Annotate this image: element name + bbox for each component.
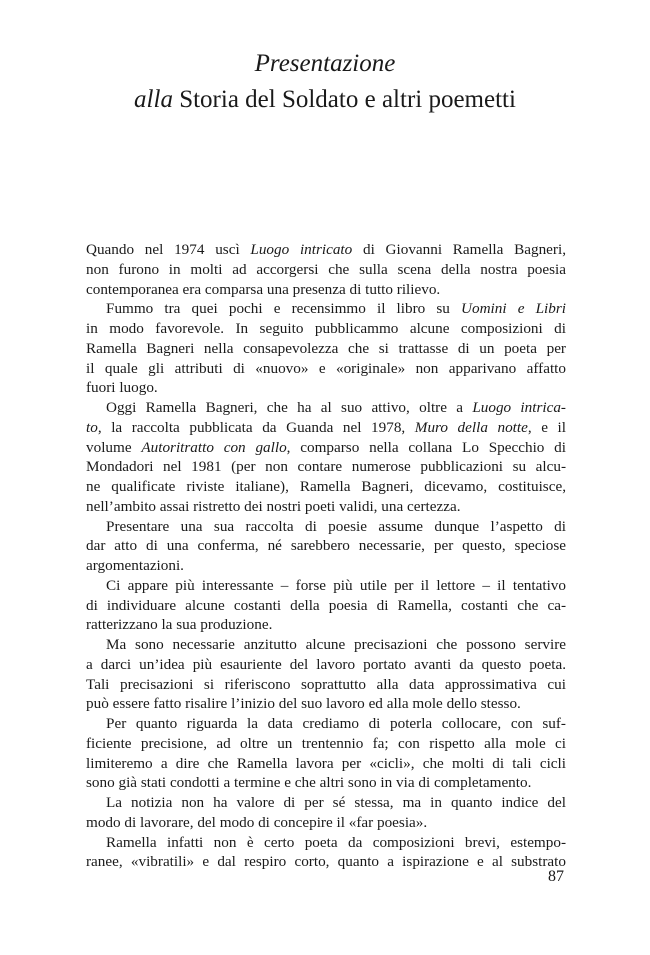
italic-text: Luogo intricato <box>250 241 353 258</box>
text-run: Ramella Bagneri nella consapevolezza che si trattasse di un poeta per <box>86 339 566 357</box>
paragraph <box>86 240 566 299</box>
text-run: , la raccolta pubblicata da Guanda nel 1978, <box>97 418 415 436</box>
text-run: La notizia non ha valore di per sé stessa, ma in quanto indice del <box>106 794 566 811</box>
text-line <box>86 536 566 556</box>
text-line <box>86 773 566 793</box>
text-line <box>86 418 566 438</box>
paragraph <box>86 576 566 635</box>
text-line <box>86 457 566 477</box>
text-line <box>86 299 566 319</box>
title-italic-word: alla <box>134 86 173 113</box>
text-run: Presentare una sua raccolta di poesie assume dunque l’aspetto di <box>106 517 566 535</box>
text-line <box>86 596 566 616</box>
text-line <box>86 280 566 300</box>
text-line <box>86 576 566 596</box>
text-run: ranee, «vibratili» e dal respiro corto, quanto a ispirazione e al substrato <box>86 853 566 871</box>
text-line <box>86 793 566 813</box>
text-run: Ma sono necessarie anzitutto alcune precisazioni che possono servire <box>106 636 566 653</box>
italic-text: Luogo intrica- <box>472 399 566 416</box>
text-line <box>86 734 566 754</box>
text-line <box>86 477 566 497</box>
text-run: sono già stati condotti a termine e che altri sono in via di completamento. <box>86 774 532 792</box>
text-run: Ci appare più interessante – forse più utile per il lettore – il tentativo <box>106 576 566 594</box>
text-run: non furono in molti ad accorgersi che sulla scena della nostra poesia <box>86 260 566 278</box>
text-run: , e il <box>527 418 567 436</box>
paragraph <box>86 299 566 398</box>
paragraph <box>86 398 566 517</box>
text-line <box>86 339 566 359</box>
italic-text: to <box>86 418 98 436</box>
text-run: di Giovanni Ramella Bagneri, <box>352 241 566 258</box>
text-run: limiteremo a dire che Ramella lavora per «cicli», che molti di tali cicli <box>86 754 566 772</box>
text-line <box>86 675 566 695</box>
text-line <box>86 319 566 339</box>
text-line <box>86 635 566 655</box>
chapter-title <box>0 48 650 116</box>
paragraph <box>86 793 566 833</box>
text-line <box>86 655 566 675</box>
paragraph <box>86 833 566 873</box>
text-run: Quando nel 1974 uscì <box>86 241 251 258</box>
text-run: a darci un’idea più esauriente del lavoro portato avanti da questo poeta. <box>86 655 566 673</box>
text-line <box>86 240 566 260</box>
text-line <box>86 438 566 458</box>
page-number: 87 <box>548 868 564 885</box>
text-run: argomentazioni. <box>86 557 184 574</box>
title-line-1: Presentazione <box>254 50 396 77</box>
text-run: Tali precisazioni si riferiscono soprattutto alla data approssimativa cui <box>86 675 566 693</box>
italic-text: Uomini e Libri <box>461 300 566 318</box>
text-line <box>86 359 566 379</box>
text-line <box>86 517 566 537</box>
text-line <box>86 398 566 418</box>
italic-text: Autoritratto con gallo <box>141 438 287 456</box>
body-text <box>86 240 566 872</box>
text-run: Mondadori nel 1981 (per non contare numerose pubblicazioni su alcu- <box>86 458 566 476</box>
text-run: Fummo tra quei pochi e recensimmo il libro su <box>106 300 462 318</box>
paragraph <box>86 714 566 793</box>
text-run: contemporanea era comparsa una presenza di tutto rilievo. <box>86 280 441 298</box>
title-rest: Storia del Soldato e altri poemetti <box>172 86 516 113</box>
text-line <box>86 378 566 398</box>
text-line <box>86 813 566 833</box>
text-line <box>86 694 566 714</box>
text-run: Oggi Ramella Bagneri, che ha al suo attivo, oltre a <box>106 399 473 416</box>
text-run: modo di lavorare, del modo di concepire il «far poesia». <box>86 813 428 831</box>
text-run: volume <box>86 438 142 456</box>
text-run: può essere fatto risalire l’inizio del suo lavoro ed alla mole dello stesso. <box>86 695 521 713</box>
text-run: Ramella infatti non è certo poeta da composizioni brevi, estempo- <box>106 833 566 851</box>
text-line <box>86 615 566 635</box>
paragraph <box>86 517 566 576</box>
text-run: il quale gli attributi di «nuovo» e «originale» non apparivano affatto <box>86 359 566 377</box>
text-line <box>86 497 566 517</box>
text-run: dar atto di una conferma, né sarebbero necessarie, per questo, speciose <box>86 537 566 555</box>
text-run: ne qualificate riviste italiane), Ramella Bagneri, dicevamo, costituisce, <box>86 478 566 495</box>
text-line <box>86 833 566 853</box>
text-line <box>86 754 566 774</box>
italic-text: Muro della notte <box>414 418 528 436</box>
paragraph <box>86 635 566 714</box>
text-line <box>86 260 566 280</box>
text-run: , comparso nella collana Lo Specchio di <box>286 438 566 456</box>
text-line <box>86 714 566 734</box>
text-run: fuori luogo. <box>86 379 158 397</box>
text-run: di individuare alcune costanti della poesia di Ramella, costanti che ca- <box>86 596 566 614</box>
text-run: ratterizzano la sua produzione. <box>86 616 273 634</box>
title-line-2 <box>0 84 650 116</box>
text-line <box>86 556 566 576</box>
text-run: ficiente precisione, ad oltre un trentennio fa; con rispetto alla mole ci <box>86 734 566 752</box>
text-run: in modo favorevole. In seguito pubblicammo alcune composizioni di <box>86 320 566 337</box>
text-line <box>86 852 566 872</box>
text-run: Per quanto riguarda la data crediamo di poterla collocare, con suf- <box>106 715 566 732</box>
text-run: nell’ambito assai ristretto dei nostri poeti validi, una certezza. <box>86 497 461 515</box>
